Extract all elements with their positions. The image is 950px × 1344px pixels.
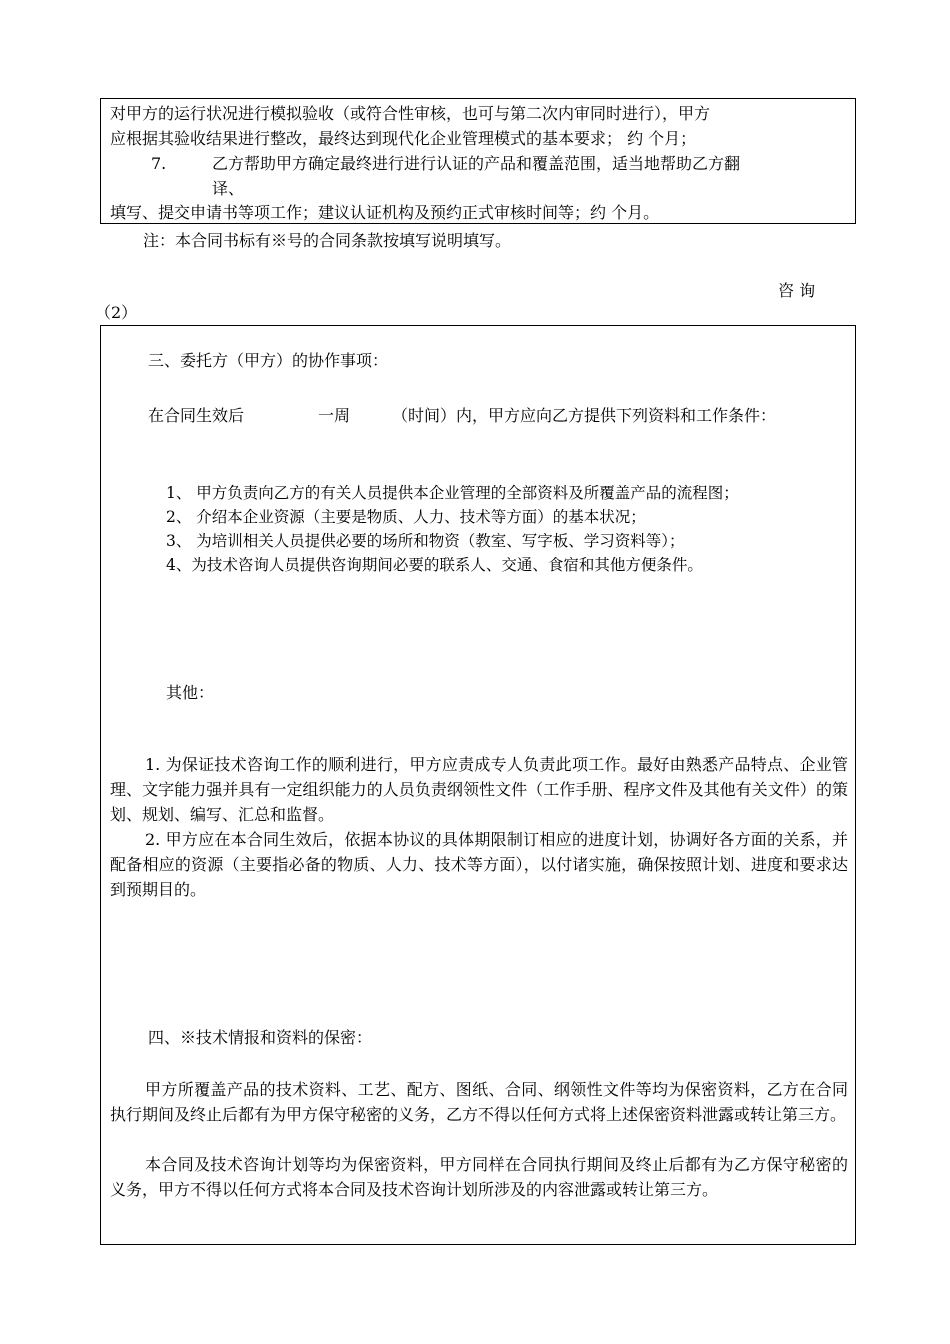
section3-intro-a: 在合同生效后 xyxy=(148,406,245,425)
box1-line5: 填写、提交申请书等项工作；建议认证机构及预约正式审核时间等；约 个月。 xyxy=(110,203,660,222)
other-paragraph-2: 2. 甲方应在本合同生效后，依据本协议的具体期限制订相应的进度计划，协调好各方面的关系，并配备相应的资源（主要指必备的物质、人力、技术等方面），以付诸实施，确保按照计划、进度和要求达到预期目的。 xyxy=(110,830,848,899)
section4-title: 四、※技术情报和资料的保密： xyxy=(148,1028,373,1047)
section3-intro-b: 一周 xyxy=(318,406,351,425)
list-item: 3、 为培训相关人员提供必要的场所和物资（教室、写字板、学习资料等）； xyxy=(166,532,685,550)
list-item: 4、为技术咨询人员提供咨询期间必要的联系人、交通、食宿和其他方便条件。 xyxy=(166,556,703,574)
section4-paragraph-2: 本合同及技术咨询计划等均为保密资料，甲方同样在合同执行期间及终止后都有为乙方保守秘密的义务，甲方不得以任何方式将本合同及技术咨询计划所涉及的内容泄露或转让第三方。 xyxy=(110,1155,848,1199)
section3-intro-c: （时间）内，甲方应向乙方提供下列资料和工作条件： xyxy=(392,406,777,425)
section4-paragraph-1: 甲方所覆盖产品的技术资料、工艺、配方、图纸、合同、纲领性文件等均为保密资料，乙方在合同执行期间及终止后都有为甲方保守秘密的义务，乙方不得以任何方式将上述保密资料泄露或转让第三方。 xyxy=(110,1080,848,1124)
list-item: 2、 介绍本企业资源（主要是物质、人力、技术等方面）的基本状况； xyxy=(166,508,646,526)
box1-line1: 对甲方的运行状况进行模拟验收（或符合性审核，也可与第二次内审同时进行），甲方 xyxy=(110,104,711,123)
other-title: 其他： xyxy=(166,683,215,702)
item7-number: 7. xyxy=(151,154,167,173)
page-marker: （2） xyxy=(95,303,138,322)
footnote: 注：本合同书标有※号的合同条款按填写说明填写。 xyxy=(143,231,512,250)
other-paragraph-1: 1. 为保证技术咨询工作的顺利进行，甲方应责成专人负责此项工作。最好由熟悉产品特点、企业管理、文字能力强并具有一定组织能力的人员负责纲领性文件（工作手册、程序文件及其他有关文件）的策划、规划、编写、汇总和监督。 xyxy=(110,755,848,824)
header-consult: 咨 询 xyxy=(778,281,816,300)
box1-line2: 应根据其验收结果进行整改，最终达到现代化企业管理模式的基本要求； 约 个月； xyxy=(110,129,697,148)
item7-text: 乙方帮助甲方确定最终进行进行认证的产品和覆盖范围，适当地帮助乙方翻 xyxy=(212,154,741,173)
item7-wrap: 译、 xyxy=(212,179,245,198)
list-item: 1、 甲方负责向乙方的有关人员提供本企业管理的全部资料及所覆盖产品的流程图； xyxy=(166,484,739,502)
section3-title: 三、委托方（甲方）的协作事项： xyxy=(148,351,389,370)
